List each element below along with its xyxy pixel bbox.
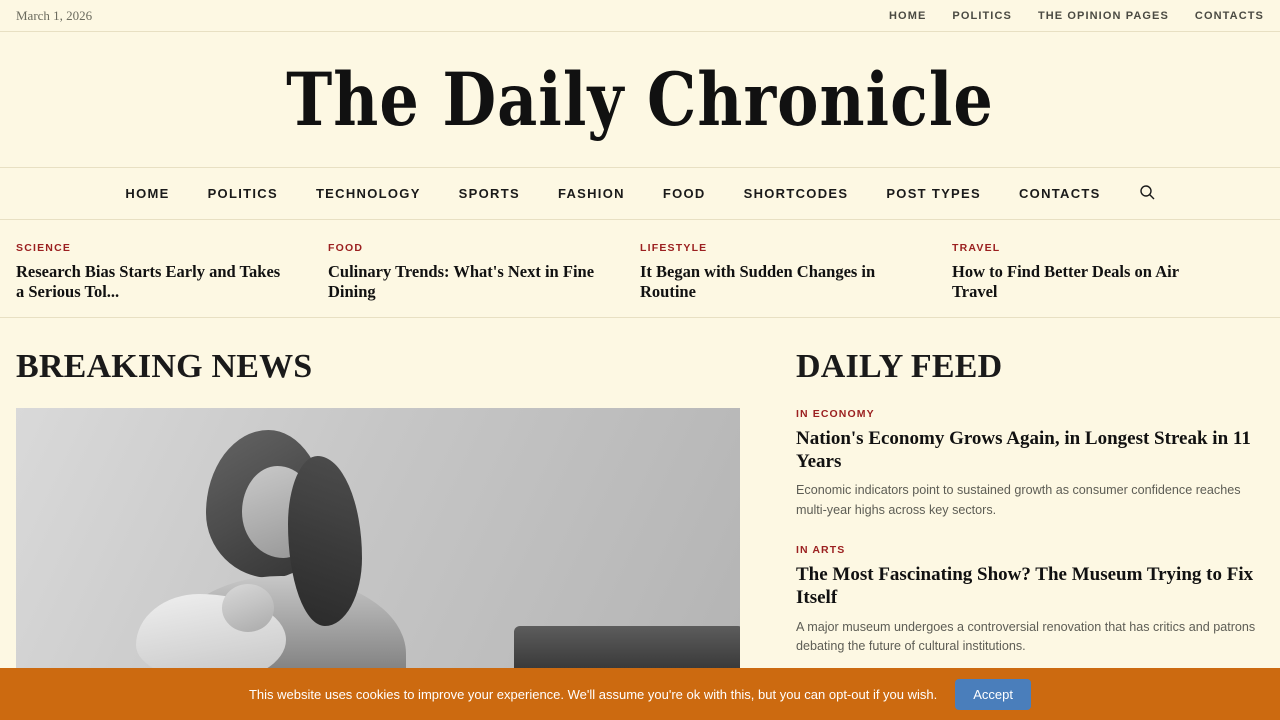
feed-item[interactable] — [796, 544, 1264, 656]
site-title[interactable]: The Daily Chronicle — [286, 56, 994, 143]
main-content — [0, 318, 1280, 688]
topnav-item-home[interactable]: HOME — [889, 9, 927, 22]
search-icon — [1139, 184, 1155, 203]
feed-item[interactable] — [796, 408, 1264, 520]
nav-item-contacts[interactable]: CONTACTS — [1018, 186, 1101, 201]
ticker-item[interactable] — [952, 242, 1264, 303]
masthead — [0, 32, 1280, 168]
nav-item-home[interactable]: HOME — [125, 186, 170, 201]
nav-item-shortcodes[interactable]: SHORTCODES — [743, 186, 849, 201]
breaking-news-section — [16, 348, 740, 688]
ticker-title[interactable]: Research Bias Starts Early and Takes a Serious Tol... — [16, 262, 281, 302]
search-button[interactable] — [1139, 184, 1155, 203]
ticker-category: FOOD — [328, 242, 364, 254]
breaking-news-heading: BREAKING NEWS — [16, 347, 313, 385]
nav-item-food[interactable]: FOOD — [662, 186, 706, 201]
nav-item-technology[interactable]: TECHNOLOGY — [315, 186, 421, 201]
ticker-title[interactable]: How to Find Better Deals on Air Travel — [952, 262, 1179, 302]
feed-category: IN ECONOMY — [796, 407, 875, 420]
top-navigation — [889, 10, 1264, 22]
topnav-item-opinion-pages[interactable]: THE OPINION PAGES — [1037, 9, 1169, 22]
headline-ticker — [0, 220, 1280, 318]
topnav-item-politics[interactable]: POLITICS — [952, 9, 1012, 22]
cookie-consent-bar — [0, 668, 1280, 720]
breaking-news-hero-image[interactable] — [16, 408, 740, 688]
ticker-item[interactable] — [16, 242, 328, 303]
daily-feed-heading: DAILY FEED — [796, 347, 1003, 385]
feed-excerpt: Economic indicators point to sustained growth as consumer confidence reaches multi-year highs across key sectors. — [796, 483, 1241, 517]
feed-excerpt: A major museum undergoes a controversial renovation that has critics and patrons debating the future of cultural institutions. — [796, 619, 1256, 654]
ticker-category: SCIENCE — [16, 242, 72, 254]
nav-item-sports[interactable]: SPORTS — [458, 186, 520, 201]
nav-item-post-types[interactable]: POST TYPES — [886, 186, 981, 201]
current-date: March 1, 2026 — [16, 7, 93, 23]
daily-feed-section — [796, 348, 1264, 688]
feed-category: IN ARTS — [796, 544, 846, 557]
topnav-item-contacts[interactable]: CONTACTS — [1194, 9, 1264, 22]
ticker-category: LIFESTYLE — [640, 242, 708, 254]
nav-item-fashion[interactable]: FASHION — [557, 186, 625, 201]
ticker-item[interactable] — [640, 242, 952, 303]
ticker-title[interactable]: It Began with Sudden Changes in Routine — [640, 262, 876, 302]
nav-item-politics[interactable]: POLITICS — [207, 186, 278, 201]
top-bar — [0, 0, 1280, 32]
ticker-category: TRAVEL — [952, 242, 1001, 254]
ticker-item[interactable] — [328, 242, 640, 303]
feed-title[interactable]: Nation's Economy Grows Again, in Longest Streak in 11 Years — [796, 427, 1251, 473]
feed-title[interactable]: The Most Fascinating Show? The Museum Trying to Fix Itself — [796, 564, 1254, 609]
ticker-title[interactable]: Culinary Trends: What's Next in Fine Dining — [328, 262, 595, 302]
main-navigation — [0, 168, 1280, 220]
cookie-accept-button[interactable]: Accept — [955, 679, 1031, 710]
cookie-message: This website uses cookies to improve your experience. We'll assume you're ok with this, but you can opt-out if you wish. — [248, 686, 938, 702]
